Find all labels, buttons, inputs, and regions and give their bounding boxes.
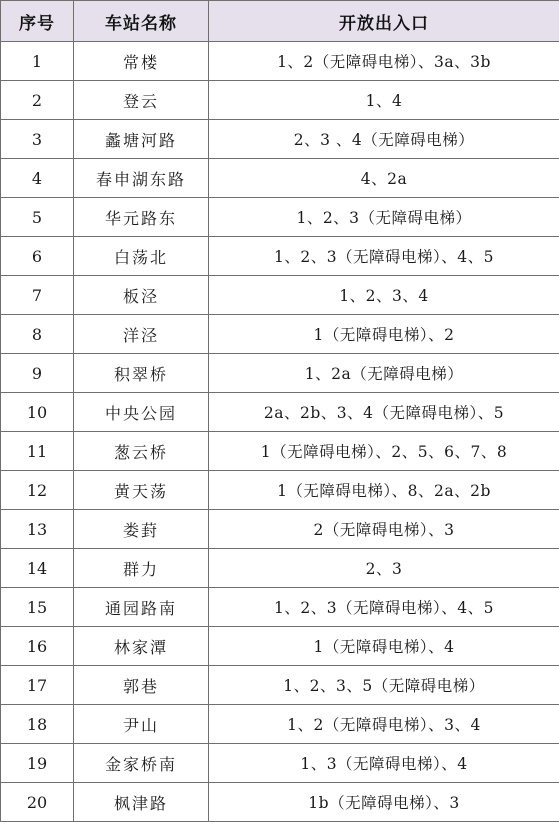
row-index-cell: 6 <box>1 237 74 276</box>
exits-cell: 1b（无障碍电梯）、3 <box>209 783 559 822</box>
station-name-cell: 常楼 <box>74 42 209 81</box>
row-index-cell: 4 <box>1 159 74 198</box>
row-index-cell: 7 <box>1 276 74 315</box>
exits-cell: 4、2a <box>209 159 559 198</box>
exits-cell: 1（无障碍电梯）、8、2a、2b <box>209 471 559 510</box>
exits-cell: 1、3（无障碍电梯）、4 <box>209 744 559 783</box>
table-row <box>1 783 559 822</box>
row-index-cell: 11 <box>1 432 74 471</box>
exits-cell: 1、2a（无障碍电梯） <box>209 354 559 393</box>
station-name-cell: 通园路南 <box>74 588 209 627</box>
station-name-cell: 中央公园 <box>74 393 209 432</box>
table-row <box>1 42 559 81</box>
station-name-cell: 积翠桥 <box>74 354 209 393</box>
table-row <box>1 354 559 393</box>
station-name-cell: 白荡北 <box>74 237 209 276</box>
exits-cell: 1、2、3、4 <box>209 276 559 315</box>
exits-cell: 1（无障碍电梯）、4 <box>209 627 559 666</box>
exits-cell: 2、3 、4（无障碍电梯） <box>209 120 559 159</box>
exits-cell: 1、2（无障碍电梯）、3、4 <box>209 705 559 744</box>
station-name-cell: 群力 <box>74 549 209 588</box>
station-name-cell: 黄天荡 <box>74 471 209 510</box>
table-row <box>1 198 559 237</box>
row-index-cell: 5 <box>1 198 74 237</box>
table-row <box>1 627 559 666</box>
table-row <box>1 744 559 783</box>
station-name-cell: 春申湖东路 <box>74 159 209 198</box>
exits-cell: 1、2、3（无障碍电梯） <box>209 198 559 237</box>
station-name-cell: 华元路东 <box>74 198 209 237</box>
header-open-exits: 开放出入口 <box>209 1 559 42</box>
station-name-cell: 林家潭 <box>74 627 209 666</box>
table-row <box>1 549 559 588</box>
exits-cell: 1（无障碍电梯）、2 <box>209 315 559 354</box>
row-index-cell: 16 <box>1 627 74 666</box>
row-index-cell: 12 <box>1 471 74 510</box>
header-station-name: 车站名称 <box>74 1 209 42</box>
station-name-cell: 郭巷 <box>74 666 209 705</box>
header-index: 序号 <box>1 1 74 42</box>
station-name-cell: 枫津路 <box>74 783 209 822</box>
table-row <box>1 159 559 198</box>
table-row <box>1 81 559 120</box>
station-name-cell: 娄葑 <box>74 510 209 549</box>
station-name-cell: 蠡塘河路 <box>74 120 209 159</box>
table-row <box>1 510 559 549</box>
exits-cell: 1（无障碍电梯）、2、5、6、7、8 <box>209 432 559 471</box>
row-index-cell: 9 <box>1 354 74 393</box>
row-index-cell: 15 <box>1 588 74 627</box>
table-row <box>1 120 559 159</box>
row-index-cell: 18 <box>1 705 74 744</box>
station-name-cell: 金家桥南 <box>74 744 209 783</box>
station-name-cell: 葱云桥 <box>74 432 209 471</box>
exits-cell: 1、2、3（无障碍电梯）、4、5 <box>209 237 559 276</box>
table-row <box>1 588 559 627</box>
table-row <box>1 276 559 315</box>
station-name-cell: 登云 <box>74 81 209 120</box>
row-index-cell: 13 <box>1 510 74 549</box>
table-header-row <box>1 1 559 42</box>
exits-cell: 2（无障碍电梯）、3 <box>209 510 559 549</box>
exits-cell: 1、2、3、5（无障碍电梯） <box>209 666 559 705</box>
station-name-cell: 尹山 <box>74 705 209 744</box>
table-row <box>1 315 559 354</box>
row-index-cell: 14 <box>1 549 74 588</box>
exits-cell: 2、3 <box>209 549 559 588</box>
row-index-cell: 2 <box>1 81 74 120</box>
station-name-cell: 洋泾 <box>74 315 209 354</box>
table-row <box>1 705 559 744</box>
row-index-cell: 19 <box>1 744 74 783</box>
table-row <box>1 471 559 510</box>
table-row <box>1 666 559 705</box>
exits-cell: 2a、2b、3、4（无障碍电梯）、5 <box>209 393 559 432</box>
exits-cell: 1、4 <box>209 81 559 120</box>
row-index-cell: 1 <box>1 42 74 81</box>
table-row <box>1 432 559 471</box>
table-row <box>1 393 559 432</box>
table-row <box>1 237 559 276</box>
row-index-cell: 10 <box>1 393 74 432</box>
row-index-cell: 17 <box>1 666 74 705</box>
row-index-cell: 8 <box>1 315 74 354</box>
exits-cell: 1、2、3（无障碍电梯）、4、5 <box>209 588 559 627</box>
station-name-cell: 板泾 <box>74 276 209 315</box>
row-index-cell: 20 <box>1 783 74 822</box>
row-index-cell: 3 <box>1 120 74 159</box>
exits-cell: 1、2（无障碍电梯）、3a、3b <box>209 42 559 81</box>
